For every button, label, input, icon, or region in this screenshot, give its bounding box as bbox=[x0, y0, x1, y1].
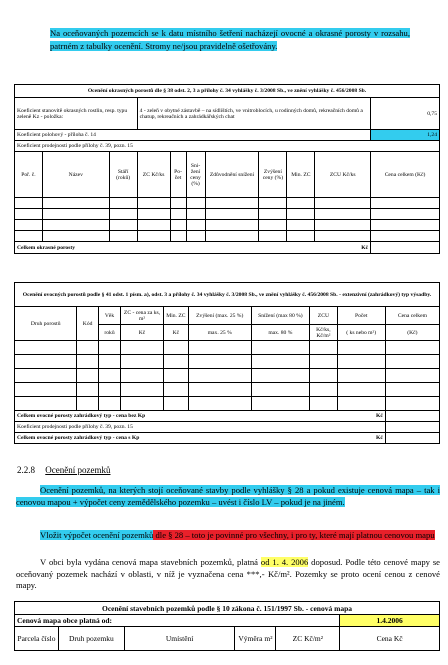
table2-unit: Kč bbox=[375, 413, 383, 419]
table1-header-cell: Po-čet bbox=[170, 152, 186, 198]
table2-header-zcu: ZCU bbox=[310, 307, 337, 325]
table3-header-cell: Cena Kč bbox=[340, 627, 440, 651]
table1-sale-label: Koeficient prodejnosti podle přílohy č. 39, pozn. 15 bbox=[15, 141, 440, 152]
table3-title: Ocenění stavebních pozemků podle § 10 zákona č. 151/1997 Sb. - cenová mapa bbox=[15, 602, 440, 615]
table1-position-value: 1,24 bbox=[371, 130, 440, 141]
table2-header-sniz: Snížení (max 80 %) bbox=[251, 307, 310, 325]
land-paragraph-3 bbox=[16, 557, 440, 592]
land-paragraph-3-date: od 1. 4. 2006 bbox=[260, 557, 309, 567]
table3-valid-label: Cenová mapa obce platná od: bbox=[15, 615, 340, 627]
land-paragraph-1-text: Ocenění pozemků, na kterých stojí oceňované stavby podle vyhlášky § 28 a pokud existuje cenová mapa – tak i cenovou mapou + výpočet ceny zemědělského pozemku – uvést i číslo LV – pokud je na jiném. bbox=[16, 485, 440, 507]
land-paragraph-2 bbox=[16, 530, 440, 542]
table2-title: Ocenění ovocných porostů podle § 41 odst. 1 písm. a), odst. 3 a přílohy č. 34 vyhlášky č. 3/2008 Sb., ve znění vyhlášky č. 456/2008 Sb. - extenzivní (zahrádkový) typ výsadby. bbox=[15, 283, 440, 307]
building-land-table bbox=[14, 601, 440, 651]
table1-position-label: Koeficient polohový - příloha č. 14 bbox=[15, 130, 371, 141]
table-row bbox=[15, 231, 440, 242]
table1-header-cell: ZC Kč/ks bbox=[137, 152, 170, 198]
table2-unit: Kč bbox=[375, 435, 383, 441]
table2-unit-cena: (Kč) bbox=[385, 325, 439, 341]
intro-paragraph bbox=[50, 27, 410, 52]
table3-header-cell: Umístění bbox=[124, 627, 235, 651]
table1-header-cell: Název bbox=[42, 152, 109, 198]
table-row bbox=[15, 383, 440, 397]
ornamental-plants-table bbox=[14, 84, 440, 254]
table2-total-no-kp bbox=[15, 411, 386, 422]
land-paragraph-3-c: doposud. Podle této cenové mapy se oceňovaný pozemek nachází v oblasti, v níž je vyznačena cena ***,- Kč/m². Pozemky se proto ocení cenou z cenové mapy. bbox=[16, 557, 440, 590]
table2-total-no-kp-text: Celkem ovocné porosty zahrádkový typ - cena bez Kp bbox=[17, 413, 146, 419]
table2-unit-zvys: max. 25 % bbox=[188, 325, 251, 341]
table2-unit-sniz: max. 80 % bbox=[251, 325, 310, 341]
table2-header-zvys: Zvýšení (max. 25 %) bbox=[188, 307, 251, 325]
table2-unit-min: Kč bbox=[163, 325, 188, 341]
table2-total-kp-text: Celkem ovocné porosty zahrádkový typ - cena s Kp bbox=[17, 435, 140, 441]
table1-coef-desc: 4 - zeleň v obytné zástavbě – na sídlištích, ve vnitroblocích, u rodinných domů, rekreačních domů a chatup, rekreačních a zahrádkářských chat bbox=[137, 98, 370, 130]
table1-header-cell: ZCU Kč/ks bbox=[315, 152, 371, 198]
table2-header-pocet: Počet bbox=[337, 307, 385, 325]
table-row bbox=[15, 355, 440, 369]
table-row bbox=[15, 397, 440, 411]
table1-header-cell: Stáří (roků) bbox=[109, 152, 137, 198]
table1-total-value bbox=[371, 242, 440, 254]
table3-valid-value: 1.4.2006 bbox=[340, 615, 440, 627]
table2-header-cena: Cena celkem bbox=[385, 307, 439, 325]
table2-total-kp bbox=[15, 433, 386, 444]
table2-header-min: Min. ZC bbox=[163, 307, 188, 325]
land-paragraph-1 bbox=[16, 485, 440, 508]
intro-text: Na oceňovaných pozemcích se k datu místního šetření nacházejí ovocné a okrasné porosty v rozsahu, patrném z tabulky ocenění. Stromy ne/jsou pravidelně ošetřovány. bbox=[50, 28, 410, 51]
table2-total-no-kp-value bbox=[385, 411, 439, 422]
table1-total-label bbox=[15, 242, 371, 254]
section-number: 2.2.8 bbox=[17, 465, 35, 475]
table2-header-zc: ZC - cena za ks, m² bbox=[121, 307, 164, 325]
table2-unit-zcu: Kč/ks, Kč/m² bbox=[310, 325, 337, 341]
table-row bbox=[15, 220, 440, 231]
table1-total-unit: Kč bbox=[361, 244, 369, 251]
table3-header-cell: Výměra m² bbox=[235, 627, 276, 651]
table2-unit-zc: Kč bbox=[121, 325, 164, 341]
table1-header-cell: Sni-žení ceny (%) bbox=[186, 152, 205, 198]
table2-sale-value bbox=[385, 422, 439, 433]
table2-total-kp-value bbox=[385, 433, 439, 444]
table2-header-druh: Druh porostů bbox=[15, 307, 77, 341]
section-heading bbox=[17, 465, 110, 475]
table3-header-cell: Parcela číslo bbox=[15, 627, 59, 651]
table-row bbox=[15, 209, 440, 220]
table3-header-cell: ZC Kč/m² bbox=[276, 627, 340, 651]
table1-coef-label: Koeficient stanovitě okrasných rostlin, resp. typu zeleně Kz - položka: bbox=[15, 98, 138, 130]
table2-header-vek: Věk bbox=[98, 307, 120, 325]
land-paragraph-2-b: dle § 28 – toto je povinné pro všechny, i pro ty, které mají platnou cenovou mapu bbox=[153, 530, 435, 540]
table2-unit-vek: roků bbox=[98, 325, 120, 341]
table1-header-cell: Zdůvodnění snížení bbox=[205, 152, 259, 198]
fruit-plants-table bbox=[14, 282, 440, 444]
table2-unit-pocet: ( ks nebo m²) bbox=[337, 325, 385, 341]
table1-header-cell: Cena celkem (Kč) bbox=[371, 152, 440, 198]
table3-header-cell: Druh pozemku bbox=[58, 627, 124, 651]
table2-sale-label: Koeficient prodejnosti podle přílohy č. 39, pozn. 15 bbox=[15, 422, 386, 433]
table1-header-cell: Min. ZC bbox=[287, 152, 315, 198]
table2-header-kod: Kód bbox=[77, 307, 98, 341]
table-row bbox=[15, 369, 440, 383]
section-title: Ocenění pozemků bbox=[45, 465, 111, 475]
table1-title: Ocenění okrasných porostů dle § 38 odst. 2, 3 a přílohy č. 34 vyhlášky č. 3/2008 Sb., ve znění vyhlášky č. 456/2008 Sb. bbox=[15, 85, 440, 98]
table-row bbox=[15, 198, 440, 209]
land-paragraph-3-a: V obci byla vydána cenová mapa stavebních pozemků, platná bbox=[40, 557, 261, 567]
table1-coef-value: 0,75 bbox=[371, 98, 440, 130]
table1-header-cell: Zvýšení ceny (%) bbox=[259, 152, 287, 198]
table1-header-cell: Poř. č. bbox=[15, 152, 43, 198]
table-row bbox=[15, 341, 440, 355]
land-paragraph-2-a: Vložit výpočet ocenění pozemků bbox=[40, 530, 154, 540]
table1-total-text: Celkem okrasné porosty bbox=[17, 244, 76, 251]
